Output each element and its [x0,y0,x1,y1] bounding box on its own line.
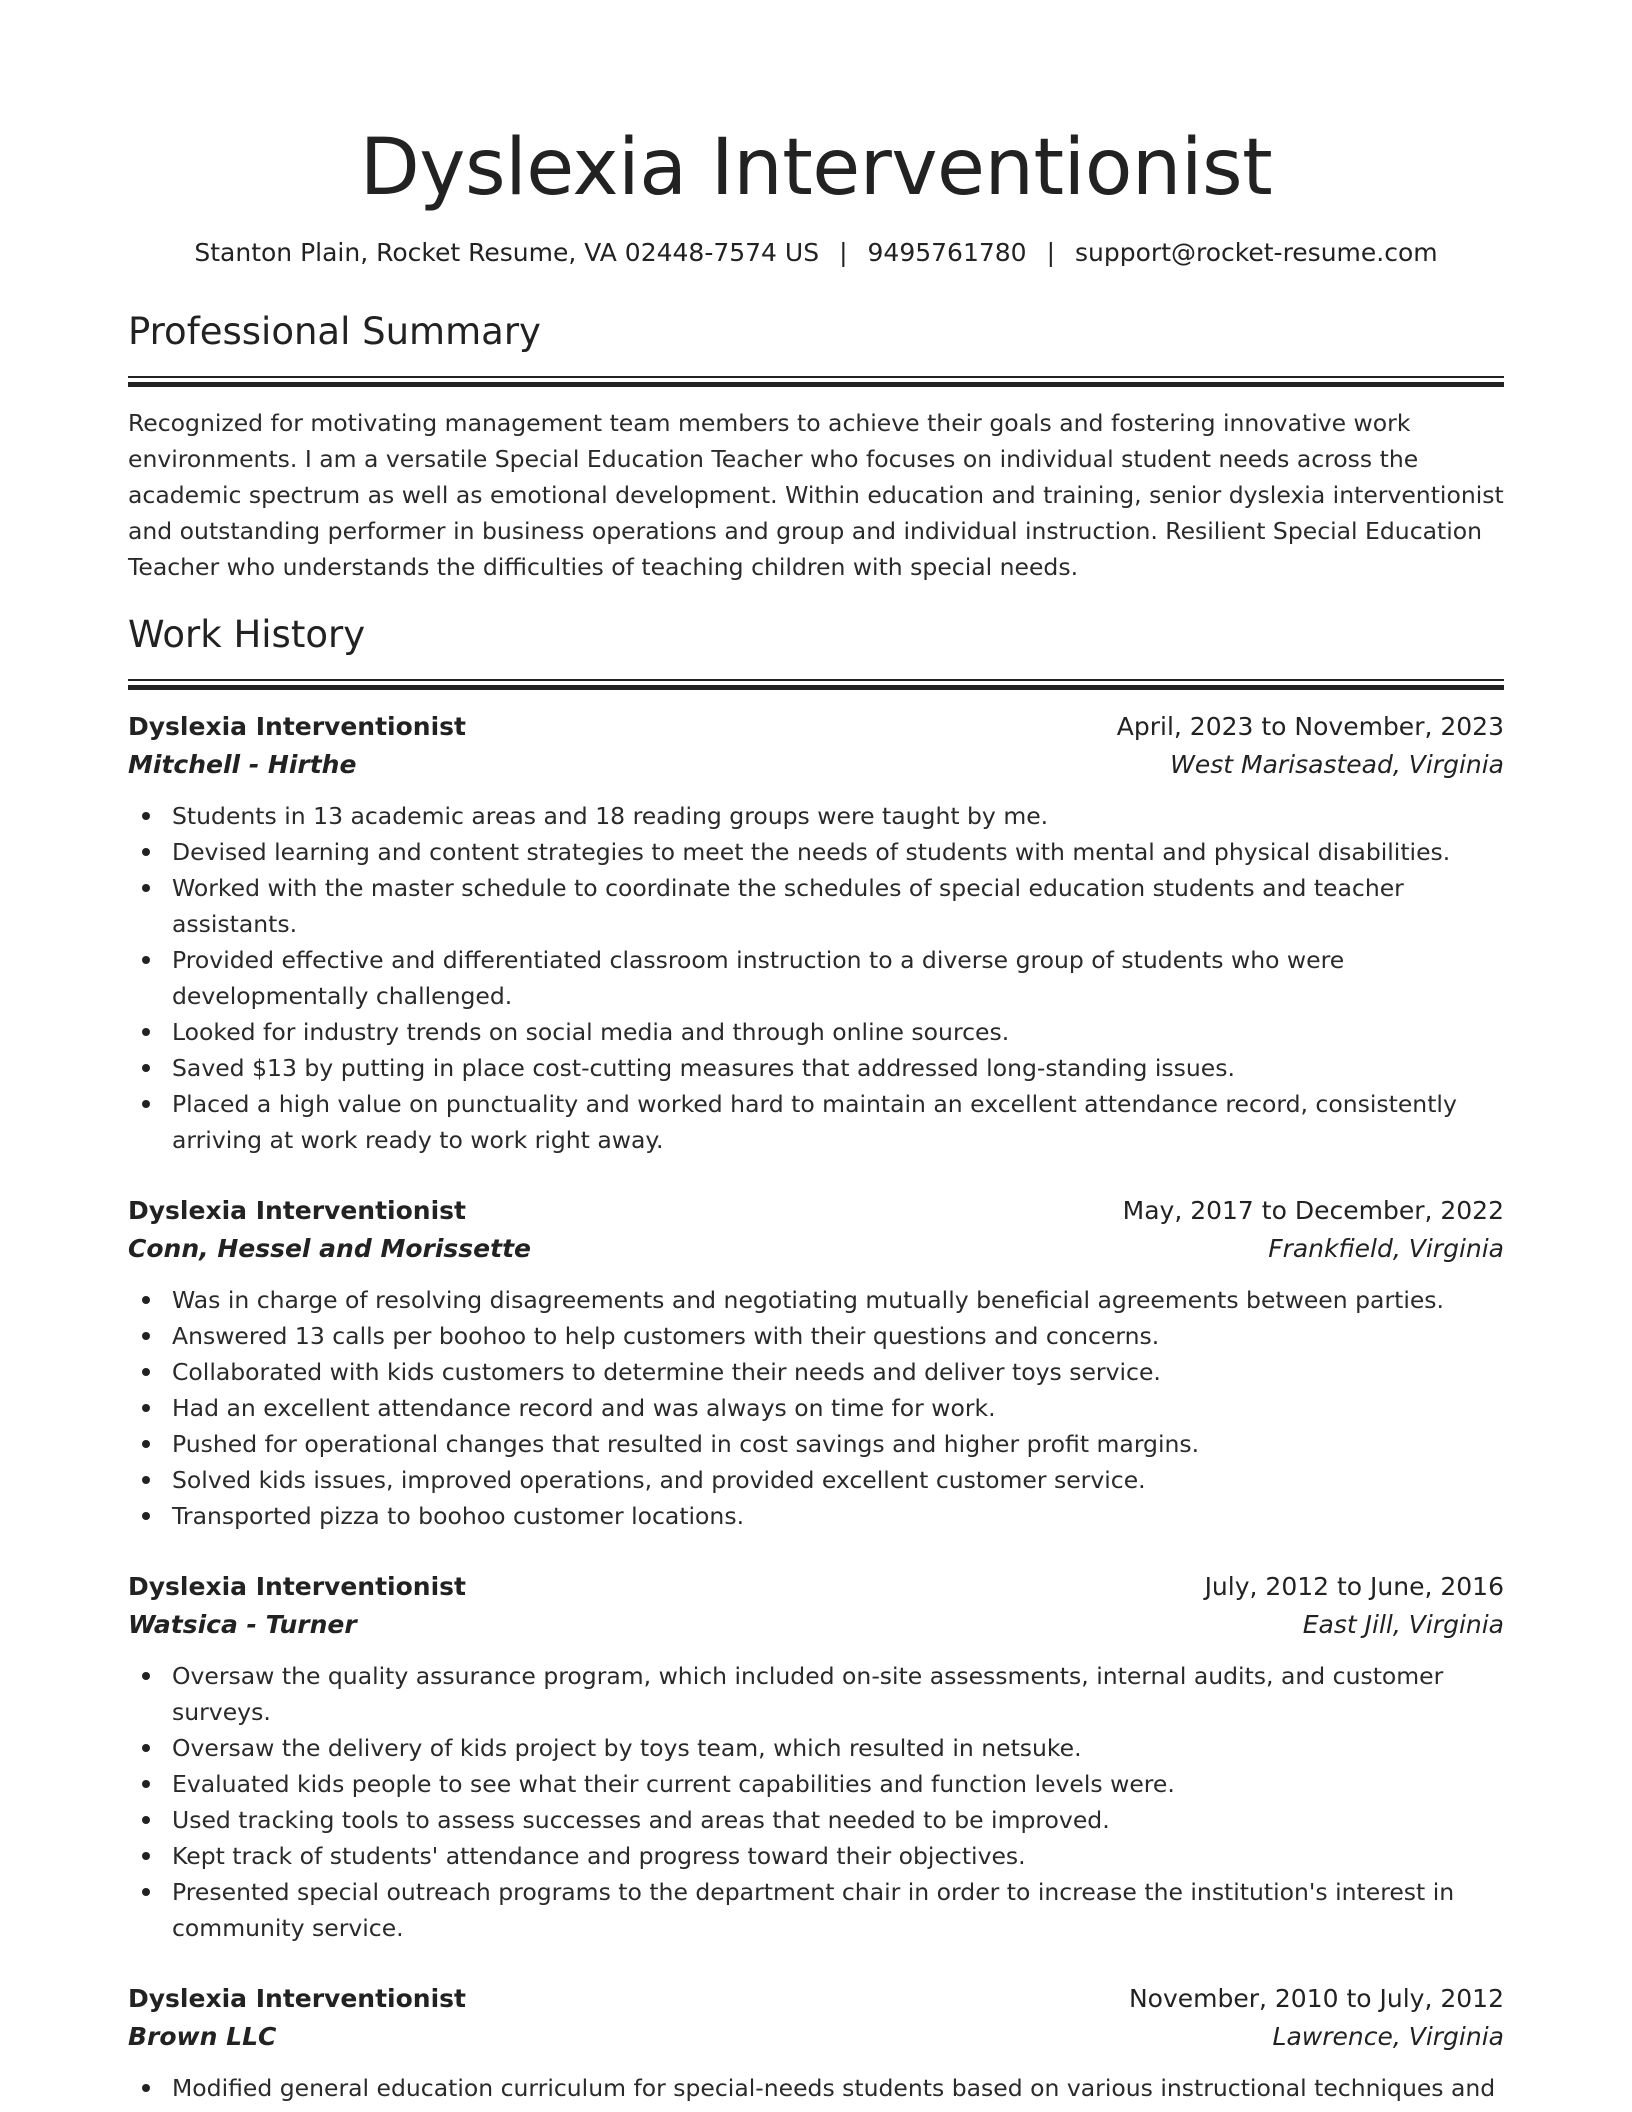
contact-address: Stanton Plain, Rocket Resume, VA 02448-7574 US [194,238,820,267]
job-dates: November, 2010 to July, 2012 [1128,1984,1504,2013]
job-company: Conn, Hessel and Morissette [128,1234,531,1263]
job-bullet: Had an excellent attendance record and was always on time for work. [172,1390,1504,1426]
job-bullet: Modified general education curriculum for special-needs students based on various instructional techniques and [172,2070,1504,2106]
resume-name: Dyslexia Interventionist [359,123,1273,213]
job-bullet: Transported pizza to boohoo customer locations. [172,1498,1504,1534]
job-bullets [128,1282,1504,1534]
job-company: Watsica - Turner [128,1610,357,1639]
job-dates: May, 2017 to December, 2022 [1122,1196,1504,1225]
job-title: Dyslexia Interventionist [128,712,467,741]
job-entry [128,1568,1504,1946]
job-location: Lawrence, Virginia [1272,2022,1504,2051]
resume-page [128,0,1504,2106]
job-bullet: Used tracking tools to assess successes and areas that needed to be improved. [172,1802,1504,1838]
job-bullet: Oversaw the quality assurance program, which included on-site assessments, internal audits, and customer surveys. [172,1658,1504,1730]
contact-separator: | [839,238,848,267]
job-entry [128,1192,1504,1534]
contact-email[interactable]: support@rocket-resume.com [1075,238,1438,267]
job-bullet: Looked for industry trends on social media and through online sources. [172,1014,1504,1050]
work-history-section [128,611,1504,2106]
job-bullet: Saved $13 by putting in place cost-cutting measures that addressed long-standing issues. [172,1050,1504,1086]
summary-text: Recognized for motivating management team members to achieve their goals and fostering innovative work environments. I am a versatile Special Education Teacher who focuses on individual student needs across the academic spectrum as well as emotional development. Within education and training, senior dyslexia interventionist and outstanding performer in business operations and group and individual instruction. Resilient Special Education Teacher who understands the difficulties of teaching children with special needs. [128,409,1504,581]
section-title-summary: Professional Summary [128,310,541,353]
job-location: East Jill, Virginia [1302,1610,1504,1639]
section-divider [128,376,1504,387]
job-bullet: Presented special outreach programs to the department chair in order to increase the institution's interest in community service. [172,1874,1504,1946]
contact-line [128,236,1504,270]
job-title: Dyslexia Interventionist [128,1572,467,1601]
job-location: West Marisastead, Virginia [1170,750,1504,779]
job-bullet: Students in 13 academic areas and 18 reading groups were taught by me. [172,798,1504,834]
job-bullets [128,798,1504,1158]
job-location: Frankfield, Virginia [1268,1234,1504,1263]
job-entry [128,1980,1504,2106]
section-divider [128,679,1504,690]
job-bullet: Pushed for operational changes that resulted in cost savings and higher profit margins. [172,1426,1504,1462]
job-bullet: Oversaw the delivery of kids project by toys team, which resulted in netsuke. [172,1730,1504,1766]
job-bullets [128,2070,1504,2106]
job-bullet: Provided effective and differentiated classroom instruction to a diverse group of students who were developmentally challenged. [172,942,1504,1014]
job-title: Dyslexia Interventionist [128,1196,467,1225]
job-bullet: Solved kids issues, improved operations, and provided excellent customer service. [172,1462,1504,1498]
job-company: Brown LLC [128,2022,277,2051]
professional-summary-section [128,308,1504,585]
job-company: Mitchell - Hirthe [128,750,357,779]
job-bullets [128,1658,1504,1946]
job-bullet: Collaborated with kids customers to determine their needs and deliver toys service. [172,1354,1504,1390]
contact-separator: | [1046,238,1056,267]
job-bullet: Devised learning and content strategies to meet the needs of students with mental and physical disabilities. [172,834,1504,870]
job-bullet: Placed a high value on punctuality and worked hard to maintain an excellent attendance record, consistently arriving at work ready to work right away. [172,1086,1504,1158]
section-title-work-history: Work History [128,613,366,656]
job-dates: July, 2012 to June, 2016 [1204,1572,1504,1601]
job-bullet: Kept track of students' attendance and progress toward their objectives. [172,1838,1504,1874]
job-bullet: Answered 13 calls per boohoo to help customers with their questions and concerns. [172,1318,1504,1354]
job-entry [128,708,1504,1158]
contact-phone: 9495761780 [867,238,1027,267]
job-bullet: Was in charge of resolving disagreements and negotiating mutually beneficial agreements between parties. [172,1282,1504,1318]
job-bullet: Evaluated kids people to see what their current capabilities and function levels were. [172,1766,1504,1802]
job-bullet: Worked with the master schedule to coordinate the schedules of special education students and teacher assistants. [172,870,1504,942]
job-dates: April, 2023 to November, 2023 [1116,712,1504,741]
job-title: Dyslexia Interventionist [128,1984,467,2013]
